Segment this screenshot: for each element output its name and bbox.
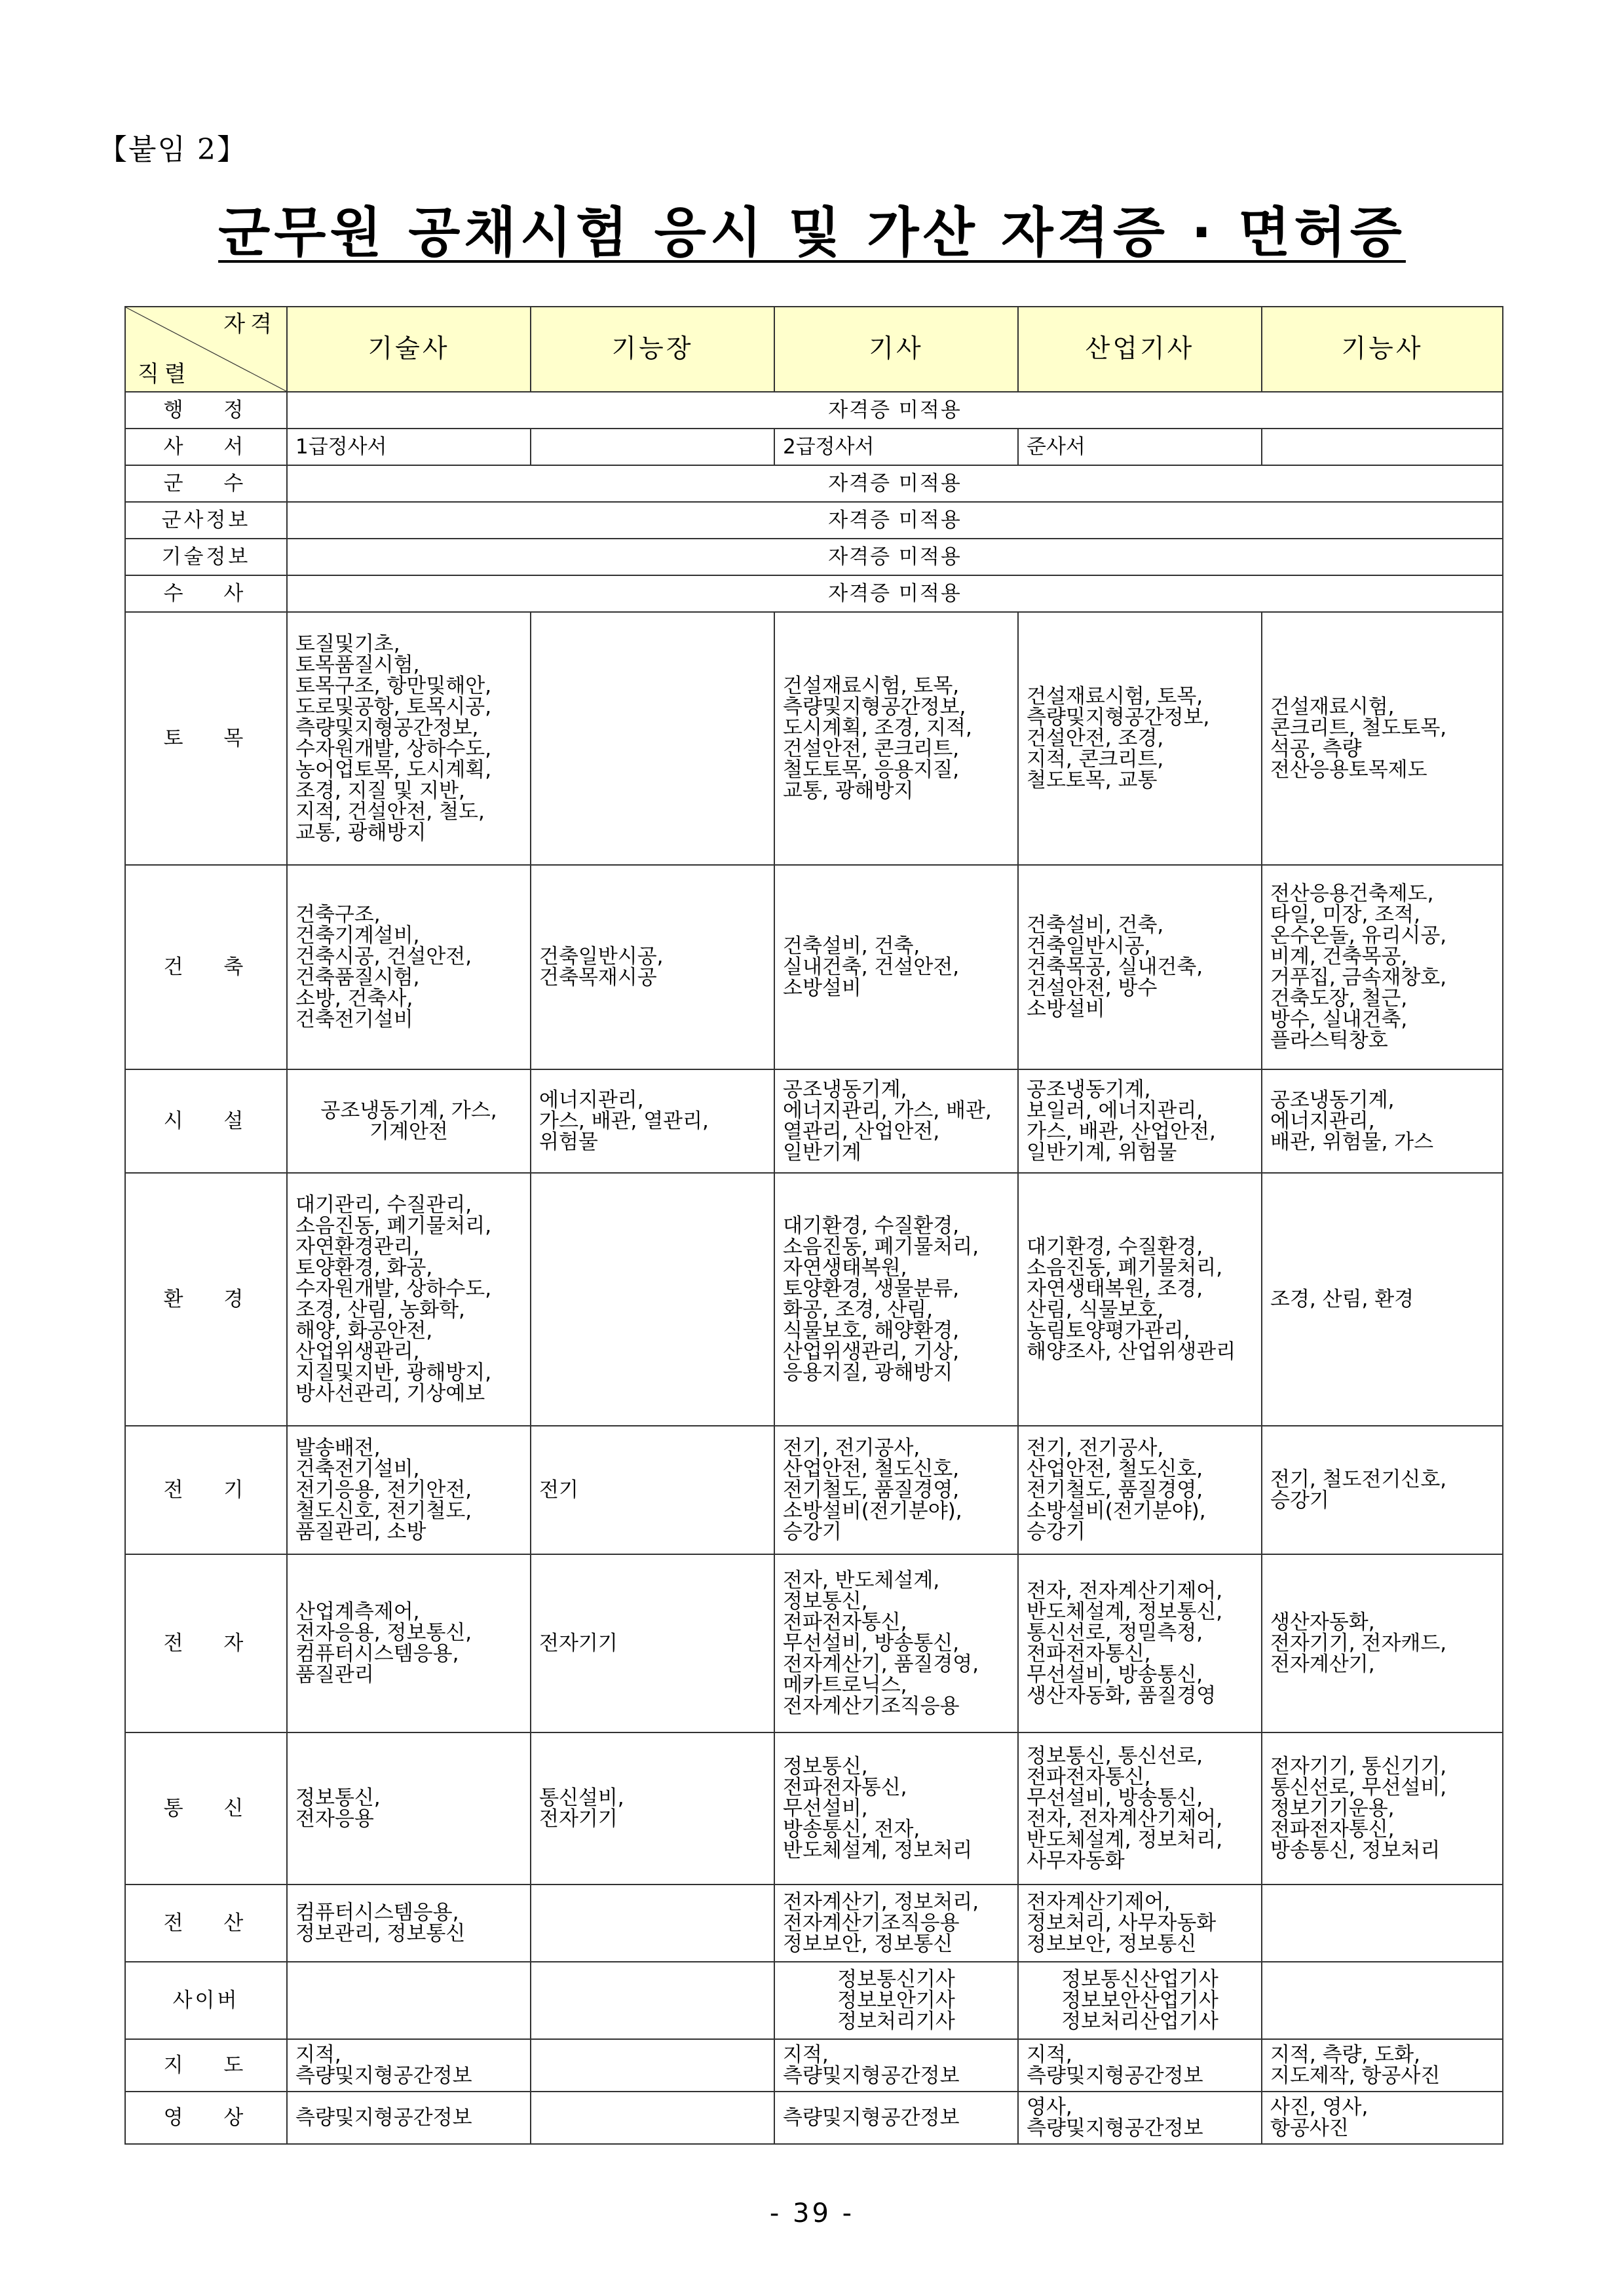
cell-engineer: 건축설비, 건축, 실내건축, 건설안전, 소방설비 <box>774 865 1018 1069</box>
cell-engineer: 대기환경, 수질환경, 소음진동, 폐기물처리, 자연생태복원, 토양환경, 생물분류, 화공, 조경, 산림, 식물보호, 해양환경, 산업위생관리, 기상, 응용지질, 광해방지 <box>774 1173 1018 1426</box>
cell-industrial-engineer: 지적, 측량및지형공간정보 <box>1018 2039 1262 2092</box>
cell-master-craftsman <box>531 2092 774 2144</box>
cell-master-craftsman: 통신설비, 전자기기 <box>531 1732 774 1885</box>
page-number: - 39 - <box>769 2198 855 2229</box>
job-series-label: 시 설 <box>125 1069 287 1173</box>
cell-industrial-engineer: 건축설비, 건축, 건축일반시공, 건축목공, 실내건축, 건설안전, 방수 소방설비 <box>1018 865 1262 1069</box>
cell-master-craftsman <box>531 1962 774 2039</box>
cell-master-craftsman: 에너지관리, 가스, 배관, 열관리, 위험물 <box>531 1069 774 1173</box>
cell-industrial-engineer: 정보통신산업기사 정보보안산업기사 정보처리산업기사 <box>1018 1962 1262 2039</box>
column-header: 기능사 <box>1262 307 1503 392</box>
cell-engineer: 전자계산기, 정보처리, 전자계산기조직응용 정보보안, 정보통신 <box>774 1885 1018 1962</box>
cell-master-craftsman <box>531 429 774 465</box>
cell-master-craftsman: 건축일반시공, 건축목재시공 <box>531 865 774 1069</box>
not-applicable-cell: 자격증 미적용 <box>287 539 1503 575</box>
job-series-label: 기술정보 <box>125 539 287 575</box>
table-row <box>125 1173 1503 1426</box>
table-row <box>125 1554 1503 1732</box>
cell-engineer: 2급정사서 <box>774 429 1018 465</box>
cell-master-craftsman <box>531 612 774 865</box>
not-applicable-cell: 자격증 미적용 <box>287 575 1503 612</box>
cell-craftsman: 전자기기, 통신기기, 통신선로, 무선설비, 정보기기운용, 전파전자통신, 방송통신, 정보처리 <box>1262 1732 1503 1885</box>
table-row <box>125 1885 1503 1962</box>
cell-craftsman: 공조냉동기계, 에너지관리, 배관, 위험물, 가스 <box>1262 1069 1503 1173</box>
cell-master-craftsman <box>531 1173 774 1426</box>
not-applicable-cell: 자격증 미적용 <box>287 502 1503 539</box>
table-row <box>125 2092 1503 2144</box>
job-series-label: 군사정보 <box>125 502 287 539</box>
cell-industrial-engineer: 전기, 전기공사, 산업안전, 철도신호, 전기철도, 품질경영, 소방설비(전기분야), 승강기 <box>1018 1426 1262 1554</box>
job-series-label: 건 축 <box>125 865 287 1069</box>
table-row <box>125 465 1503 502</box>
table-row <box>125 865 1503 1069</box>
cell-professional-engineer: 산업계측제어, 전자응용, 정보통신, 컴퓨터시스템응용, 품질관리 <box>287 1554 531 1732</box>
cell-industrial-engineer: 건설재료시험, 토목, 측량및지형공간정보, 건설안전, 조경, 지적, 콘크리트, 철도토목, 교통 <box>1018 612 1262 865</box>
table-row <box>125 392 1503 429</box>
cell-engineer: 정보통신기사 정보보안기사 정보처리기사 <box>774 1962 1018 2039</box>
cell-engineer: 전기, 전기공사, 산업안전, 철도신호, 전기철도, 품질경영, 소방설비(전기분야), 승강기 <box>774 1426 1018 1554</box>
cell-professional-engineer: 컴퓨터시스템응용, 정보관리, 정보통신 <box>287 1885 531 1962</box>
job-series-label: 사 서 <box>125 429 287 465</box>
job-series-label: 전 자 <box>125 1554 287 1732</box>
cell-engineer: 지적, 측량및지형공간정보 <box>774 2039 1018 2092</box>
table-row <box>125 575 1503 612</box>
table-header-row <box>125 307 1503 392</box>
cell-professional-engineer: 지적, 측량및지형공간정보 <box>287 2039 531 2092</box>
cell-professional-engineer: 대기관리, 수질관리, 소음진동, 폐기물처리, 자연환경관리, 토양환경, 화공, 수자원개발, 상하수도, 조경, 산림, 농화학, 해양, 화공안전, 산업위생관리, 지질및지반, 광해방지, 방사선관리, 기상예보 <box>287 1173 531 1426</box>
job-series-label: 영 상 <box>125 2092 287 2144</box>
cell-professional-engineer: 토질및기초, 토목품질시험, 토목구조, 항만및해안, 도로및공항, 토목시공, 측량및지형공간정보, 수자원개발, 상하수도, 농어업토목, 도시계획, 조경, 지질 및 지반, 지적, 건설안전, 철도, 교통, 광해방지 <box>287 612 531 865</box>
cell-engineer: 전자, 반도체설계, 정보통신, 전파전자통신, 무선설비, 방송통신, 전자계산기, 품질경영, 메카트로닉스, 전자계산기조직응용 <box>774 1554 1018 1732</box>
job-series-label: 군 수 <box>125 465 287 502</box>
column-header: 기술사 <box>287 307 531 392</box>
column-header: 기사 <box>774 307 1018 392</box>
job-series-label: 사이버 <box>125 1962 287 2039</box>
cell-engineer: 측량및지형공간정보 <box>774 2092 1018 2144</box>
cell-industrial-engineer: 전자, 전자계산기제어, 반도체설계, 정보통신, 통신선로, 정밀측정, 전파전자통신, 무선설비, 방송통신, 생산자동화, 품질경영 <box>1018 1554 1262 1732</box>
cell-industrial-engineer: 공조냉동기계, 보일러, 에너지관리, 가스, 배관, 산업안전, 일반기계, 위험물 <box>1018 1069 1262 1173</box>
certificate-table <box>124 306 1503 2145</box>
job-series-label: 전 산 <box>125 1885 287 1962</box>
table-row <box>125 1962 1503 2039</box>
job-series-label: 전 기 <box>125 1426 287 1554</box>
cell-engineer: 건설재료시험, 토목, 측량및지형공간정보, 도시계획, 조경, 지적, 건설안전, 콘크리트, 철도토목, 응용지질, 교통, 광해방지 <box>774 612 1018 865</box>
cell-craftsman: 지적, 측량, 도화, 지도제작, 항공사진 <box>1262 2039 1503 2092</box>
cell-master-craftsman <box>531 2039 774 2092</box>
cell-professional-engineer: 발송배전, 건축전기설비, 전기응용, 전기안전, 철도신호, 전기철도, 품질관리, 소방 <box>287 1426 531 1554</box>
cell-industrial-engineer: 준사서 <box>1018 429 1262 465</box>
cell-master-craftsman <box>531 1885 774 1962</box>
cell-engineer: 정보통신, 전파전자통신, 무선설비, 방송통신, 전자, 반도체설계, 정보처리 <box>774 1732 1018 1885</box>
header-corner-cell <box>125 307 287 392</box>
cell-professional-engineer: 건축구조, 건축기계설비, 건축시공, 건설안전, 건축품질시험, 소방, 건축사, 건축전기설비 <box>287 865 531 1069</box>
cell-professional-engineer: 측량및지형공간정보 <box>287 2092 531 2144</box>
job-series-label: 행 정 <box>125 392 287 429</box>
cell-master-craftsman: 전자기기 <box>531 1554 774 1732</box>
cell-craftsman: 건설재료시험, 콘크리트, 철도토목, 석공, 측량 전산응용토목제도 <box>1262 612 1503 865</box>
cell-industrial-engineer: 영사, 측량및지형공간정보 <box>1018 2092 1262 2144</box>
table-row <box>125 1732 1503 1885</box>
cell-industrial-engineer: 전자계산기제어, 정보처리, 사무자동화 정보보안, 정보통신 <box>1018 1885 1262 1962</box>
column-header: 산업기사 <box>1018 307 1262 392</box>
table-row <box>125 429 1503 465</box>
table-row <box>125 1426 1503 1554</box>
table-row <box>125 539 1503 575</box>
cell-professional-engineer <box>287 1962 531 2039</box>
cell-master-craftsman: 전기 <box>531 1426 774 1554</box>
cell-engineer: 공조냉동기계, 에너지관리, 가스, 배관, 열관리, 산업안전, 일반기계 <box>774 1069 1018 1173</box>
job-series-label: 수 사 <box>125 575 287 612</box>
attachment-label: 【붙임 2】 <box>98 133 247 166</box>
cell-craftsman: 전기, 철도전기신호, 승강기 <box>1262 1426 1503 1554</box>
job-series-label: 환 경 <box>125 1173 287 1426</box>
table-row <box>125 612 1503 865</box>
cell-craftsman: 조경, 산림, 환경 <box>1262 1173 1503 1426</box>
corner-label-qualification: 자격 <box>223 311 277 337</box>
cell-professional-engineer: 공조냉동기계, 가스, 기계안전 <box>287 1069 531 1173</box>
cell-industrial-engineer: 정보통신, 통신선로, 전파전자통신, 무선설비, 방송통신, 전자, 전자계산기제어, 반도체설계, 정보처리, 사무자동화 <box>1018 1732 1262 1885</box>
corner-label-job-series: 직렬 <box>138 361 191 387</box>
document-title: 군무원 공채시험 응시 및 가산 자격증 · 면허증 <box>218 202 1406 264</box>
table-row <box>125 502 1503 539</box>
table-row <box>125 2039 1503 2092</box>
cell-industrial-engineer: 대기환경, 수질환경, 소음진동, 폐기물처리, 자연생태복원, 조경, 산림, 식물보호, 농림토양평가관리, 해양조사, 산업위생관리 <box>1018 1173 1262 1426</box>
not-applicable-cell: 자격증 미적용 <box>287 392 1503 429</box>
table-row <box>125 1069 1503 1173</box>
cell-craftsman <box>1262 1962 1503 2039</box>
cell-craftsman: 생산자동화, 전자기기, 전자캐드, 전자계산기, <box>1262 1554 1503 1732</box>
cell-craftsman <box>1262 1885 1503 1962</box>
cell-craftsman <box>1262 429 1503 465</box>
job-series-label: 토 목 <box>125 612 287 865</box>
column-header: 기능장 <box>531 307 774 392</box>
cell-professional-engineer: 1급정사서 <box>287 429 531 465</box>
job-series-label: 통 신 <box>125 1732 287 1885</box>
job-series-label: 지 도 <box>125 2039 287 2092</box>
cell-craftsman: 사진, 영사, 항공사진 <box>1262 2092 1503 2144</box>
not-applicable-cell: 자격증 미적용 <box>287 465 1503 502</box>
cell-craftsman: 전산응용건축제도, 타일, 미장, 조적, 온수온돌, 유리시공, 비계, 건축목공, 거푸집, 금속재창호, 건축도장, 철근, 방수, 실내건축, 플라스틱창호 <box>1262 865 1503 1069</box>
cell-professional-engineer: 정보통신, 전자응용 <box>287 1732 531 1885</box>
